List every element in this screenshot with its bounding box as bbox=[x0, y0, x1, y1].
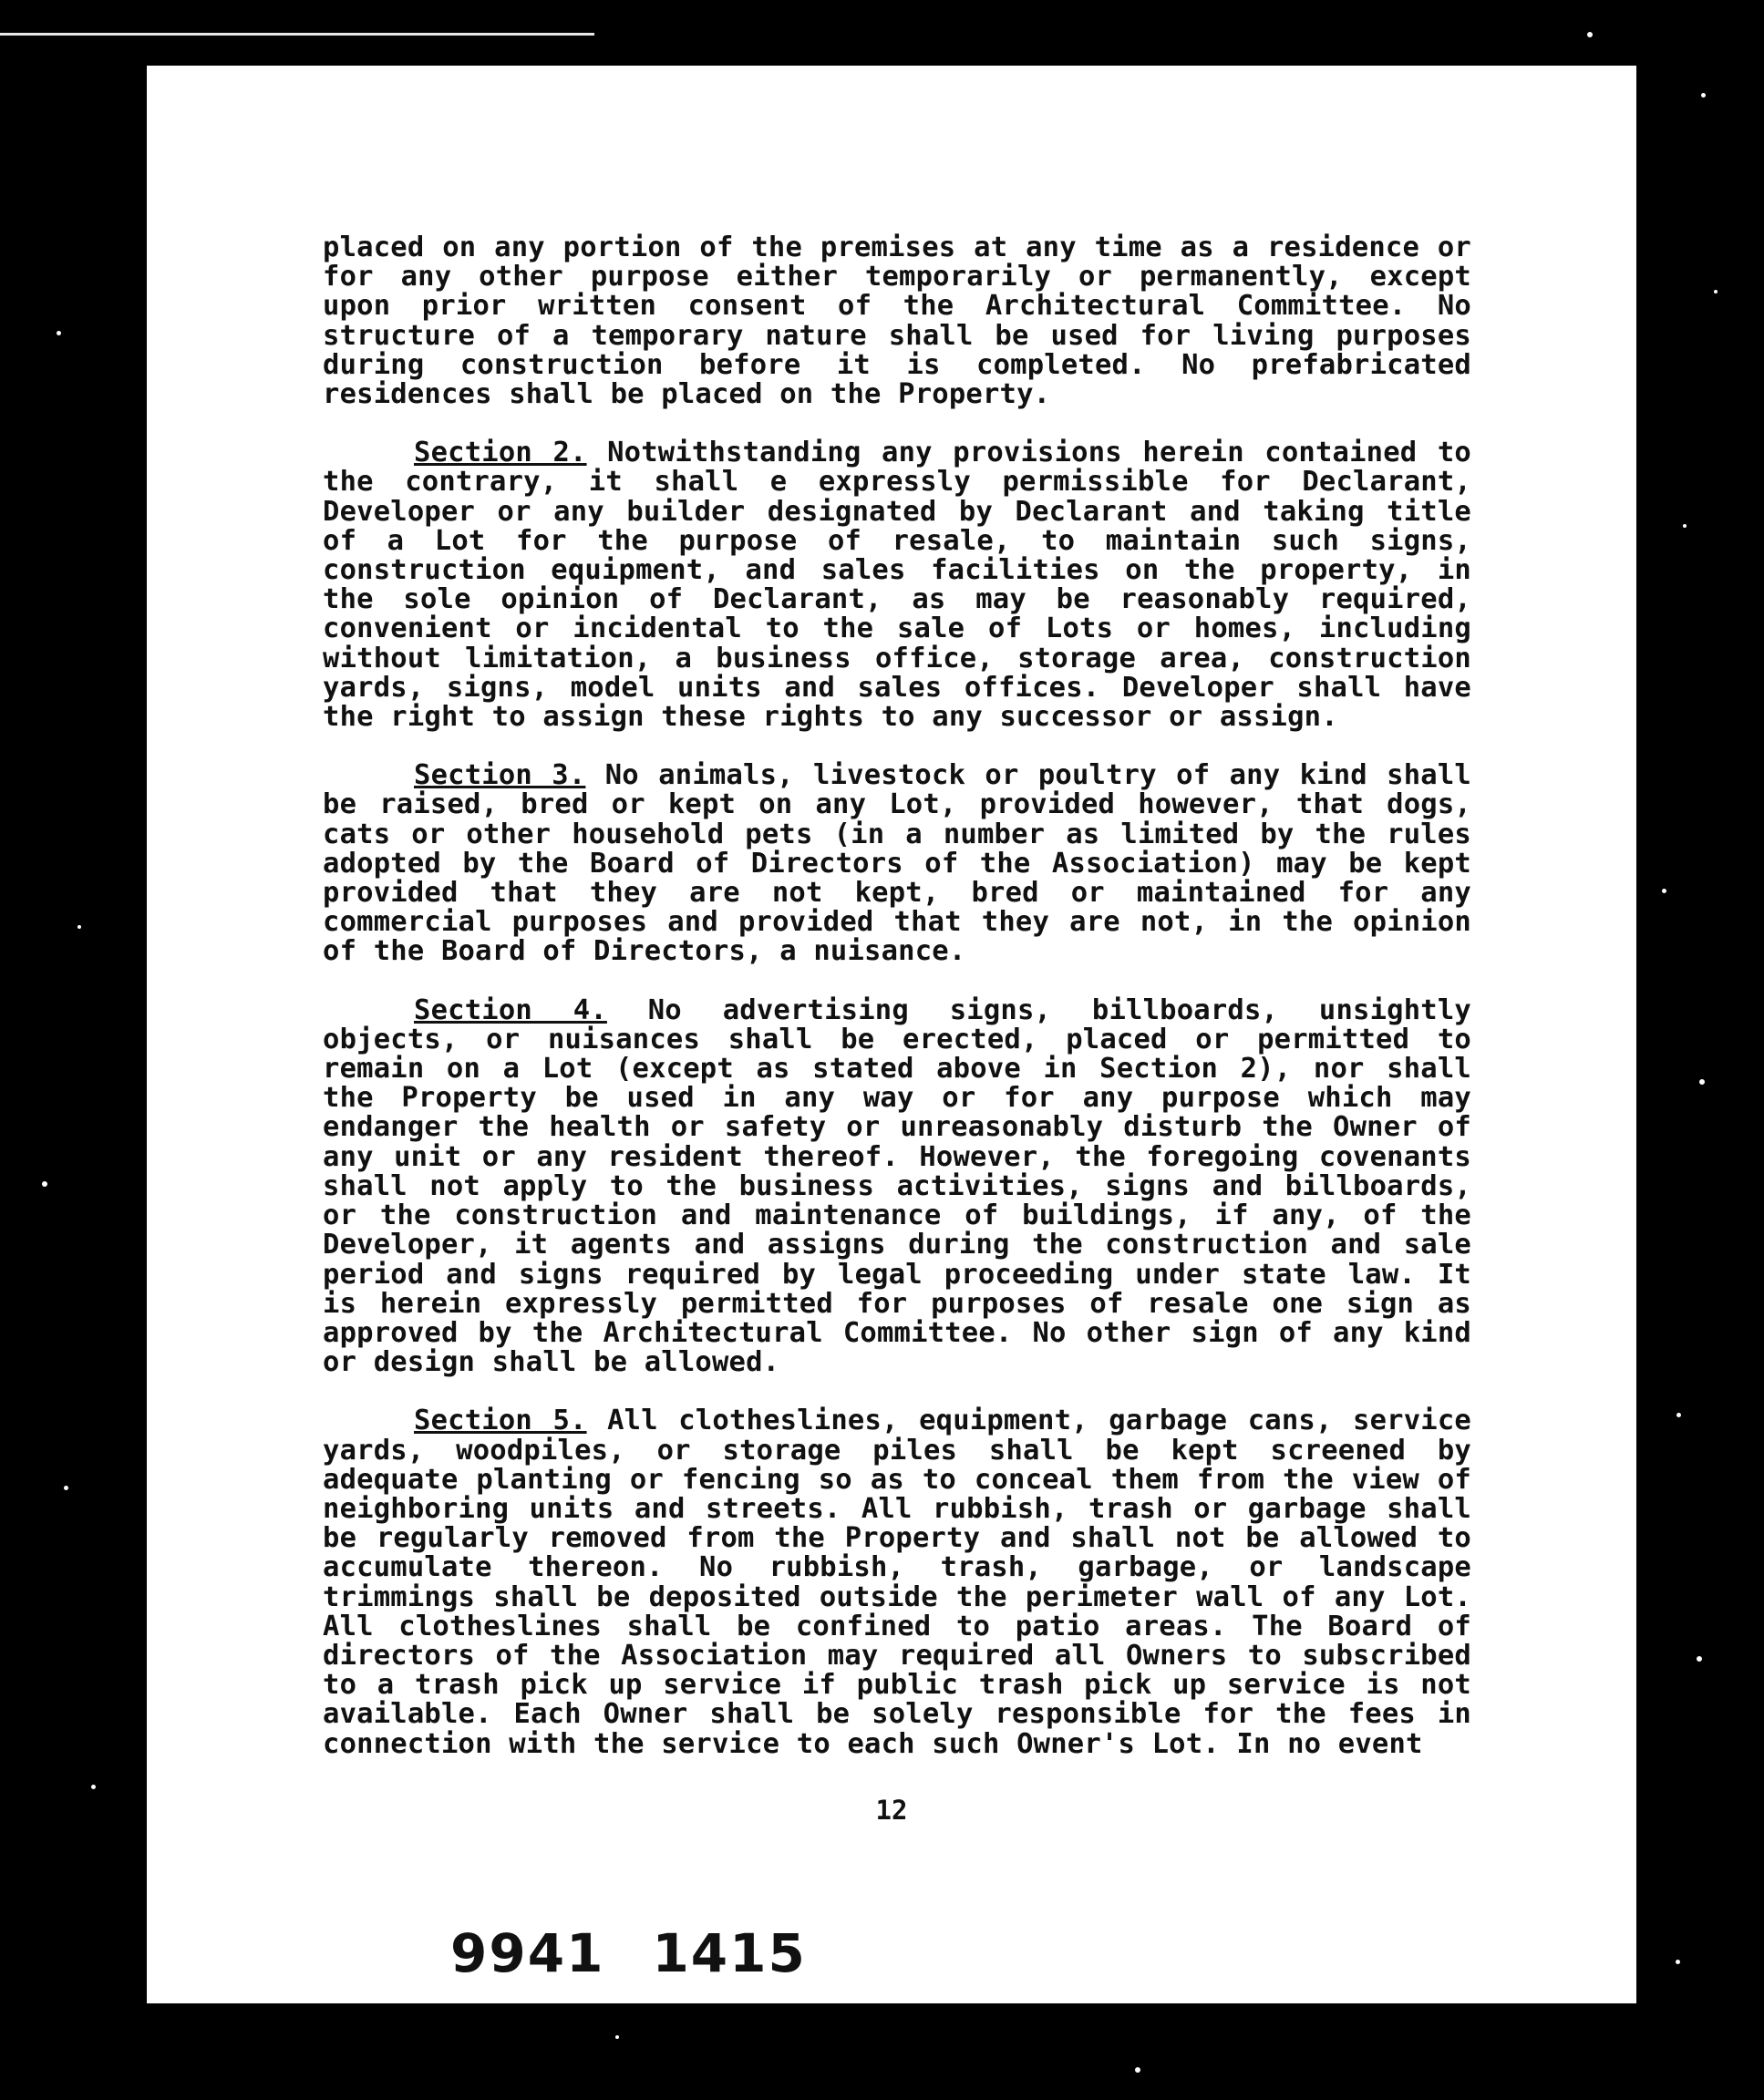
section-4-paragraph bbox=[323, 993, 1471, 1379]
section-2-heading: Section 2. bbox=[414, 437, 587, 469]
scan-speck bbox=[1714, 290, 1718, 293]
scan-speck bbox=[42, 1181, 47, 1187]
section-5-body: All clotheslines, equipment, garbage cans, service yards, woodpiles, or storage piles shall be kept screened by adequate planting or fencing so as to conceal them from the view of neighboring units and streets. All rubbish, trash or garbage shall be regularly removed from the Property and shall not be allowed to accumulate thereon. No rubbish, trash, garbage, or landscape trimmings shall be deposited outside the perimeter wall of any Lot. All clotheslines shall be confined to patio areas. The Board of directors of the Association may required all Owners to subscribed to a trash pick up service if public trash pick up service is not available. Each Owner shall be solely responsible for the fees in connection with the service to each such Owner's Lot. In no event bbox=[323, 1405, 1471, 1760]
scan-speck bbox=[1699, 1079, 1705, 1085]
stamp-book-number: 9941 bbox=[450, 1922, 605, 1984]
section-4-body: No advertising signs, billboards, unsightly objects, or nuisances shall be erected, placed or permitted to remain on a Lot (except as stated above in Section 2), nor shall the Property be used in any way or for any purpose which may endanger the health or safety or unreasonably disturb the Owner of any unit or any resident thereof. However, the foregoing covenants shall not apply to the business activities, signs and billboards, or the construction and maintenance of buildings, if any, of the Developer, it agents and assigns during the construction and sale period and signs required by legal proceeding under state law. It is herein expressly permitted for purposes of resale one sign as approved by the Architectural Committee. No other sign of any kind or design shall be allowed. bbox=[323, 993, 1471, 1379]
scan-speck bbox=[1697, 1656, 1702, 1662]
scan-speck bbox=[1135, 2067, 1140, 2073]
section-3-body: No animals, livestock or poultry of any kind shall be raised, bred or kept on any Lot, provided however, that dogs, cats or other household pets (in a number as limited by the rules adopted by the Board of Directors of the Association) may be kept provided that they are not kept, bred or maintained for any commercial purposes and provided that they are not, in the opinion of the Board of Directors, a nuisance. bbox=[323, 759, 1471, 968]
section-4-heading: Section 4. bbox=[414, 993, 607, 1026]
section-5-paragraph bbox=[323, 1406, 1471, 1758]
scan-speck bbox=[1676, 1960, 1680, 1964]
body-text bbox=[323, 233, 1471, 1788]
stamp-page-number: 1415 bbox=[652, 1922, 807, 1984]
scan-speck bbox=[1662, 889, 1666, 893]
scan-speck bbox=[77, 925, 81, 929]
scan-speck bbox=[1676, 1413, 1681, 1417]
section-5-heading: Section 5. bbox=[414, 1405, 587, 1437]
scan-top-rule bbox=[0, 33, 594, 36]
section-3-paragraph bbox=[323, 761, 1471, 966]
recording-stamp bbox=[450, 1922, 807, 1984]
section-2-paragraph bbox=[323, 438, 1471, 732]
scan-speck bbox=[1587, 32, 1593, 37]
scan-speck bbox=[1683, 524, 1687, 528]
scan-speck bbox=[57, 331, 61, 335]
scan-speck bbox=[91, 1785, 96, 1789]
scan-speck bbox=[64, 1486, 68, 1490]
scan-speck bbox=[615, 2035, 619, 2039]
scan-speck bbox=[1701, 93, 1706, 98]
opening-paragraph: placed on any portion of the premises at any time as a residence or for any other purpose either temporarily or permanently, except upon prior written consent of the Architectural Committee. No structure of a temporary nature shall be used for living purposes during construction before it is completed. No prefabricated residences shall be placed on the Property. bbox=[323, 232, 1471, 411]
document-page bbox=[147, 66, 1636, 2003]
section-3-heading: Section 3. bbox=[414, 759, 586, 792]
page-number: 12 bbox=[875, 1795, 908, 1826]
section-2-body: Notwithstanding any provisions herein contained to the contrary, it shall e expressly permissible for Declarant, Developer or any builder designated by Declarant and taking title of a Lot for the purpose of resale, to maintain such signs, construction equipment, and sales facilities on the property, in the sole opinion of Declarant, as may be reasonably required, convenient or incidental to the sale of Lots or homes, including without limitation, a business office, storage area, construction yards, signs, model units and sales offices. Developer shall have the right to assign these rights to any successor or assign. bbox=[323, 437, 1471, 734]
